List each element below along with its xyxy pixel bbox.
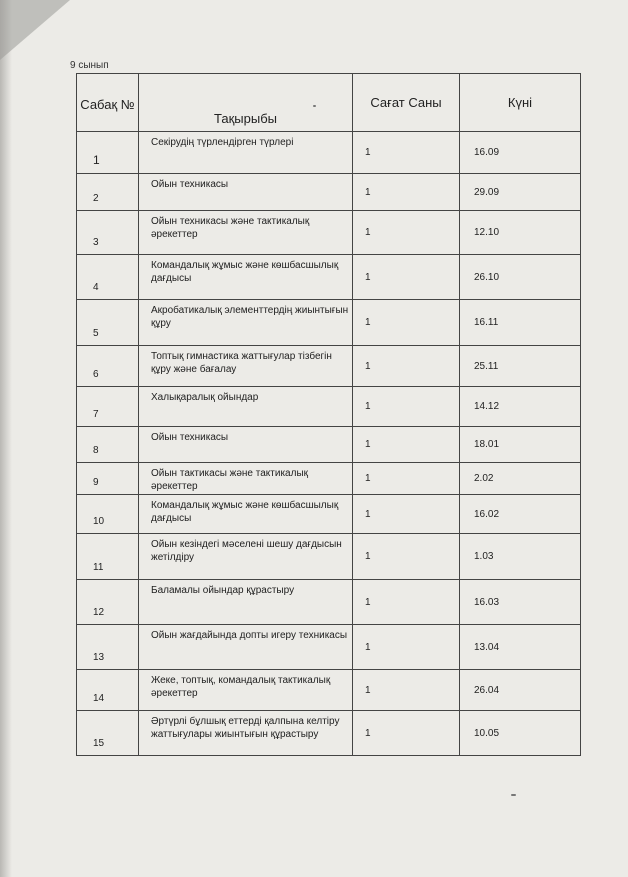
lesson-date: 29.09 [460, 174, 581, 211]
table-row [77, 132, 581, 174]
table-row [77, 174, 581, 211]
lesson-hours: 1 [353, 495, 460, 534]
lesson-topic: Ойын техникасы және тактикалық әрекеттер [139, 211, 353, 255]
lesson-topic: Ойын тактикасы және тактикалық әрекеттер [139, 463, 353, 495]
lesson-date: 12.10 [460, 211, 581, 255]
lesson-number: 7 [77, 387, 139, 427]
lesson-hours: 1 [353, 625, 460, 670]
table-row [77, 255, 581, 300]
lesson-date: 18.01 [460, 427, 581, 463]
lesson-number: 5 [77, 300, 139, 346]
lesson-hours: 1 [353, 463, 460, 495]
lesson-topic: Ойын жағдайында допты игеру техникасы [139, 625, 353, 670]
lesson-hours: 1 [353, 211, 460, 255]
lesson-topic: Ойын кезіндегі мәселені шешу дағдысын жетілдіру [139, 534, 353, 580]
lesson-hours: 1 [353, 132, 460, 174]
lesson-date: 2.02 [460, 463, 581, 495]
scan-speck [313, 105, 316, 107]
lesson-date: 26.04 [460, 670, 581, 711]
lesson-number: 14 [77, 670, 139, 711]
header-date: Күні [460, 74, 581, 132]
table-row [77, 211, 581, 255]
lesson-topic: Ойын техникасы [139, 427, 353, 463]
lesson-number: 8 [77, 427, 139, 463]
lesson-topic: Командалық жұмыс және көшбасшылық дағдысы [139, 495, 353, 534]
lesson-hours: 1 [353, 300, 460, 346]
table-row [77, 580, 581, 625]
lesson-date: 16.03 [460, 580, 581, 625]
table-row [77, 495, 581, 534]
table-row [77, 534, 581, 580]
lesson-topic: Секірудің түрлендірген түрлері [139, 132, 353, 174]
lesson-topic: Топтық гимнастика жаттығулар тізбегін құру және бағалау [139, 346, 353, 387]
table-row [77, 427, 581, 463]
class-label: 9 сынып [70, 60, 109, 71]
lesson-hours: 1 [353, 670, 460, 711]
table-row [77, 387, 581, 427]
lesson-topic: Халықаралық ойындар [139, 387, 353, 427]
scan-speck [511, 794, 516, 796]
lesson-date: 14.12 [460, 387, 581, 427]
lesson-date: 16.09 [460, 132, 581, 174]
table-row [77, 463, 581, 495]
lesson-hours: 1 [353, 255, 460, 300]
header-topic: Тақырыбы [139, 74, 353, 132]
lesson-topic: Акробатикалық элементтердің жиынтығын құру [139, 300, 353, 346]
lesson-hours: 1 [353, 534, 460, 580]
lesson-date: 25.11 [460, 346, 581, 387]
lesson-number: 12 [77, 580, 139, 625]
lesson-number: 15 [77, 711, 139, 756]
scan-corner-fold [0, 0, 70, 60]
table-row [77, 711, 581, 756]
lesson-hours: 1 [353, 580, 460, 625]
lesson-date: 13.04 [460, 625, 581, 670]
lesson-hours: 1 [353, 427, 460, 463]
lesson-plan-table [76, 73, 581, 756]
lesson-date: 1.03 [460, 534, 581, 580]
lesson-hours: 1 [353, 711, 460, 756]
lesson-number: 9 [77, 463, 139, 495]
table-row [77, 670, 581, 711]
lesson-date: 26.10 [460, 255, 581, 300]
header-lesson-no: Сабақ № [77, 74, 139, 132]
lesson-number: 11 [77, 534, 139, 580]
lesson-number: 2 [77, 174, 139, 211]
lesson-topic: Әртүрлі бұлшық еттерді қалпына келтіру жаттығулары жиынтығын құрастыру [139, 711, 353, 756]
table-row [77, 625, 581, 670]
lesson-topic: Жеке, топтық, командалық тактикалық әрекеттер [139, 670, 353, 711]
lesson-topic: Баламалы ойындар құрастыру [139, 580, 353, 625]
lesson-number: 6 [77, 346, 139, 387]
lesson-date: 16.11 [460, 300, 581, 346]
header-hours: Сағат Саны [353, 74, 460, 132]
lesson-number: 10 [77, 495, 139, 534]
lesson-topic: Ойын техникасы [139, 174, 353, 211]
scan-edge-shadow [0, 0, 12, 877]
lesson-hours: 1 [353, 174, 460, 211]
lesson-number: 13 [77, 625, 139, 670]
table-row [77, 346, 581, 387]
lesson-number: 3 [77, 211, 139, 255]
lesson-topic: Командалық жұмыс және көшбасшылық дағдысы [139, 255, 353, 300]
lesson-number: 4 [77, 255, 139, 300]
lesson-hours: 1 [353, 346, 460, 387]
lesson-hours: 1 [353, 387, 460, 427]
lesson-number: 1 [77, 132, 139, 174]
table-row [77, 300, 581, 346]
table-header-row [77, 74, 581, 132]
lesson-date: 16.02 [460, 495, 581, 534]
lesson-date: 10.05 [460, 711, 581, 756]
